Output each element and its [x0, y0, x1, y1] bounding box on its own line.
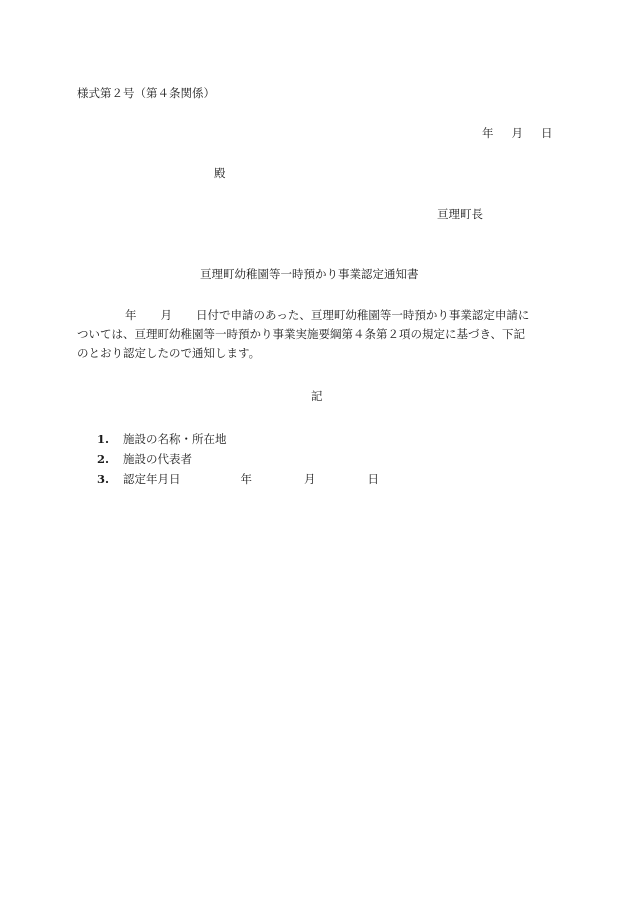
body-line-2: ついては、亘理町幼稚園等一時預かり事業実施要綱第４条第２項の規定に基づき、下記	[77, 327, 526, 341]
item-label: 認定年月日	[123, 472, 181, 486]
item-date-month: 月	[304, 472, 316, 486]
body-year: 年	[125, 308, 137, 322]
item-list	[97, 429, 379, 489]
body-line-1	[77, 306, 557, 325]
item-date-year: 年	[240, 472, 252, 486]
issue-date	[482, 126, 553, 140]
list-item	[97, 449, 379, 469]
list-item	[97, 469, 379, 489]
issue-date-day: 日	[541, 126, 553, 140]
issue-date-year: 年	[482, 126, 494, 140]
document-title: 亘理町幼稚園等一時預かり事業認定通知書	[200, 267, 419, 281]
ki-heading: 記	[311, 389, 323, 403]
item-label: 施設の名称・所在地	[123, 432, 227, 446]
body-paragraph	[77, 306, 557, 363]
item-number: 3.	[97, 472, 110, 486]
body-month: 月	[160, 308, 172, 322]
list-item	[97, 429, 379, 449]
addressee-suffix: 殿	[214, 166, 226, 180]
item-label: 施設の代表者	[123, 452, 192, 466]
item-date-day: 日	[367, 472, 379, 486]
sender-name: 亘理町長	[437, 207, 483, 221]
issue-date-month: 月	[511, 126, 523, 140]
body-line-3: のとおり認定したので通知します。	[77, 346, 261, 360]
item-number: 1.	[97, 432, 110, 446]
form-number: 様式第２号（第４条関係）	[77, 86, 215, 100]
body-line-1-text: 日付で申請のあった、亘理町幼稚園等一時預かり事業認定申請に	[196, 308, 530, 322]
item-number: 2.	[97, 452, 110, 466]
